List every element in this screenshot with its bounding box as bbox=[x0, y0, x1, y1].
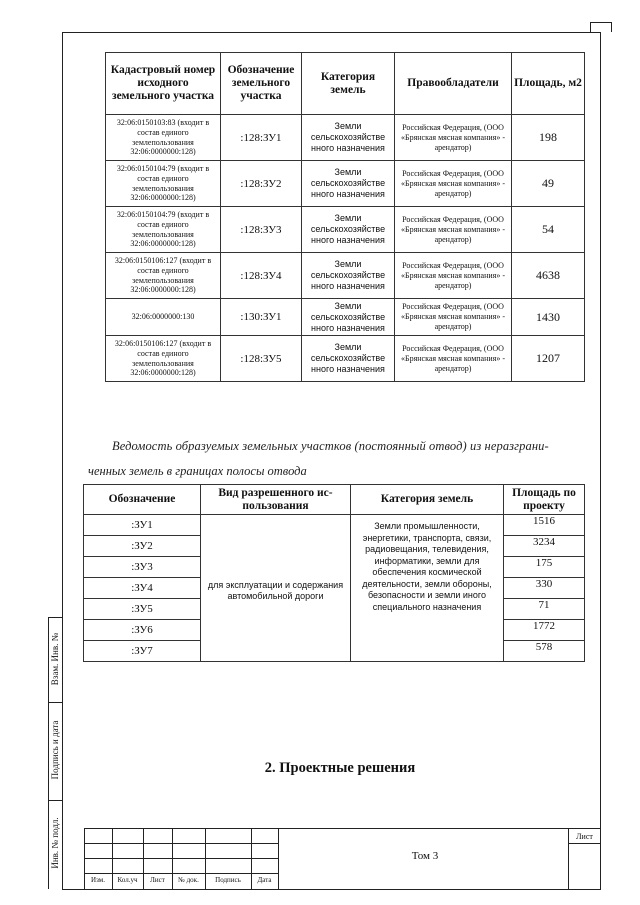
cell-designation: :128:ЗУ3 bbox=[221, 207, 302, 253]
table-row bbox=[106, 207, 585, 253]
cell-project-area: 71 bbox=[504, 599, 585, 620]
side-label-sign-date: Подпись и дата bbox=[50, 720, 60, 780]
frame-right bbox=[600, 32, 601, 890]
corner-notch-v2 bbox=[611, 22, 612, 32]
table-row bbox=[106, 115, 585, 161]
side-strip-div3 bbox=[48, 800, 62, 801]
side-strip-div1 bbox=[48, 617, 62, 618]
plots-table bbox=[83, 484, 585, 662]
stamp-col-kolich: Кол.уч bbox=[117, 876, 138, 884]
header-category: Категория земель bbox=[302, 53, 395, 115]
cell-plot-designation: :ЗУ6 bbox=[84, 620, 201, 641]
frame-left bbox=[62, 32, 63, 890]
header-area: Площадь, м2 bbox=[512, 53, 585, 115]
table-row bbox=[106, 161, 585, 207]
cell-owner: Российская Федерация, (ООО «Брянская мясная компания» - арендатор) bbox=[395, 253, 512, 299]
cell-designation: :128:ЗУ1 bbox=[221, 115, 302, 161]
stamp-row3 bbox=[84, 858, 278, 859]
frame-top-left-stub bbox=[62, 32, 88, 33]
cell-project-area: 578 bbox=[504, 641, 585, 662]
stamp-top bbox=[84, 828, 601, 829]
cell-owner: Российская Федерация, (ООО «Брянская мясная компания» - арендатор) bbox=[395, 161, 512, 207]
caption-line-2: ченных земель в границах полосы отвода bbox=[88, 464, 307, 478]
table-row bbox=[106, 336, 585, 382]
cell-project-area: 175 bbox=[504, 557, 585, 578]
cell-owner: Российская Федерация, (ООО «Брянская мясная компания» - арендатор) bbox=[395, 336, 512, 382]
stamp-col6 bbox=[278, 828, 279, 889]
cell-area: 1430 bbox=[512, 299, 585, 336]
cell-designation: :128:ЗУ5 bbox=[221, 336, 302, 382]
stamp-col-sign: Подпись bbox=[215, 876, 241, 884]
header-land-category: Категория земель bbox=[351, 485, 504, 515]
cell-plot-designation: :ЗУ3 bbox=[84, 557, 201, 578]
cell-project-area: 330 bbox=[504, 578, 585, 599]
cell-plot-designation: :ЗУ7 bbox=[84, 641, 201, 662]
side-strip-left bbox=[48, 617, 49, 889]
cell-cadastral: 32:06:0150106:127 (входит в состав единого землепользования 32:06:0000000:128) bbox=[106, 253, 221, 299]
stamp-row2 bbox=[84, 843, 278, 844]
cell-owner: Российская Федерация, (ООО «Брянская мясная компания» - арендатор) bbox=[395, 207, 512, 253]
header-cadastral: Кадастровый номер исходного земельного участка bbox=[106, 53, 221, 115]
side-strip-div2 bbox=[48, 702, 62, 703]
cell-cadastral: 32:06:0150103:83 (входит в состав единого землепользования 32:06:0000000:128) bbox=[106, 115, 221, 161]
frame-top bbox=[88, 32, 601, 33]
caption-line-1: Ведомость образуемых земельных участков (постоянный отвод) из неразграни- bbox=[112, 439, 549, 453]
cell-designation: :128:ЗУ2 bbox=[221, 161, 302, 207]
cell-category: Земли сельскохозяйстве нного назначения bbox=[302, 161, 395, 207]
land-rights-table bbox=[105, 52, 585, 382]
section-heading: 2. Проектные решения bbox=[264, 760, 416, 776]
cell-owner: Российская Федерация, (ООО «Брянская мясная компания» - арендатор) bbox=[395, 115, 512, 161]
cell-cadastral: 32:06:0000000:130 bbox=[106, 299, 221, 336]
cell-project-area: 3234 bbox=[504, 536, 585, 557]
cell-designation: :130:ЗУ1 bbox=[221, 299, 302, 336]
cell-cadastral: 32:06:0150104:79 (входит в состав единого землепользования 32:06:0000000:128) bbox=[106, 161, 221, 207]
stamp-row4 bbox=[84, 873, 278, 874]
cell-plot-designation: :ЗУ4 bbox=[84, 578, 201, 599]
cell-project-area: 1772 bbox=[504, 620, 585, 641]
stamp-col-doc: № док. bbox=[178, 876, 199, 884]
cell-land-category: Земли промышленности, энергетики, транспорта, связи, радиовещания, телевидения, информатики, земли для обеспечения космической деятельности, земли обороны, безопасности и земли иного специального назначения bbox=[351, 515, 504, 662]
cell-cadastral: 32:06:0150106:127 (входит в состав единого землепользования 32:06:0000000:128) bbox=[106, 336, 221, 382]
header-plot-designation: Обозначение bbox=[84, 485, 201, 515]
cell-category: Земли сельскохозяйстве нного назначения bbox=[302, 336, 395, 382]
header-owner: Правообладатели bbox=[395, 53, 512, 115]
table-row bbox=[84, 515, 585, 536]
cell-category: Земли сельскохозяйстве нного назначения bbox=[302, 207, 395, 253]
cell-area: 4638 bbox=[512, 253, 585, 299]
cell-category: Земли сельскохозяйстве нного назначения bbox=[302, 253, 395, 299]
stamp-col-izm: Изм. bbox=[91, 876, 105, 884]
header-permitted-use: Вид разрешенного ис-пользования bbox=[201, 485, 351, 515]
cell-designation: :128:ЗУ4 bbox=[221, 253, 302, 299]
cell-category: Земли сельскохозяйстве нного назначения bbox=[302, 299, 395, 336]
frame-bottom bbox=[62, 889, 601, 890]
cell-area: 198 bbox=[512, 115, 585, 161]
header-designation: Обозначение земельного участка bbox=[221, 53, 302, 115]
cell-category: Земли сельскохозяйстве нного назначения bbox=[302, 115, 395, 161]
cell-permitted-use: для эксплуатации и содержания автомобильной дороги bbox=[201, 515, 351, 662]
cell-owner: Российская Федерация, (ООО «Брянская мясная компания» - арендатор) bbox=[395, 299, 512, 336]
cell-area: 49 bbox=[512, 161, 585, 207]
stamp-col-list: Лист bbox=[150, 876, 165, 884]
header-project-area: Площадь по проекту bbox=[504, 485, 585, 515]
cell-plot-designation: :ЗУ1 bbox=[84, 515, 201, 536]
table-row bbox=[106, 253, 585, 299]
corner-notch-v bbox=[590, 22, 591, 32]
cell-cadastral: 32:06:0150104:79 (входит в состав единого землепользования 32:06:0000000:128) bbox=[106, 207, 221, 253]
stamp-sheet-label: Лист bbox=[576, 832, 593, 841]
stamp-sheet-row bbox=[568, 843, 601, 844]
stamp-volume: Том 3 bbox=[411, 850, 439, 862]
cell-area: 1207 bbox=[512, 336, 585, 382]
corner-notch-h bbox=[590, 22, 612, 23]
cell-plot-designation: :ЗУ2 bbox=[84, 536, 201, 557]
cell-plot-designation: :ЗУ5 bbox=[84, 599, 201, 620]
side-label-inv-no: Взам. Инв. № bbox=[50, 632, 60, 686]
cell-area: 54 bbox=[512, 207, 585, 253]
stamp-col-date: Дата bbox=[257, 876, 272, 884]
cell-project-area: 1516 bbox=[504, 515, 585, 536]
side-label-inv-orig: Инв. № подл. bbox=[50, 817, 60, 869]
table-row bbox=[106, 299, 585, 336]
